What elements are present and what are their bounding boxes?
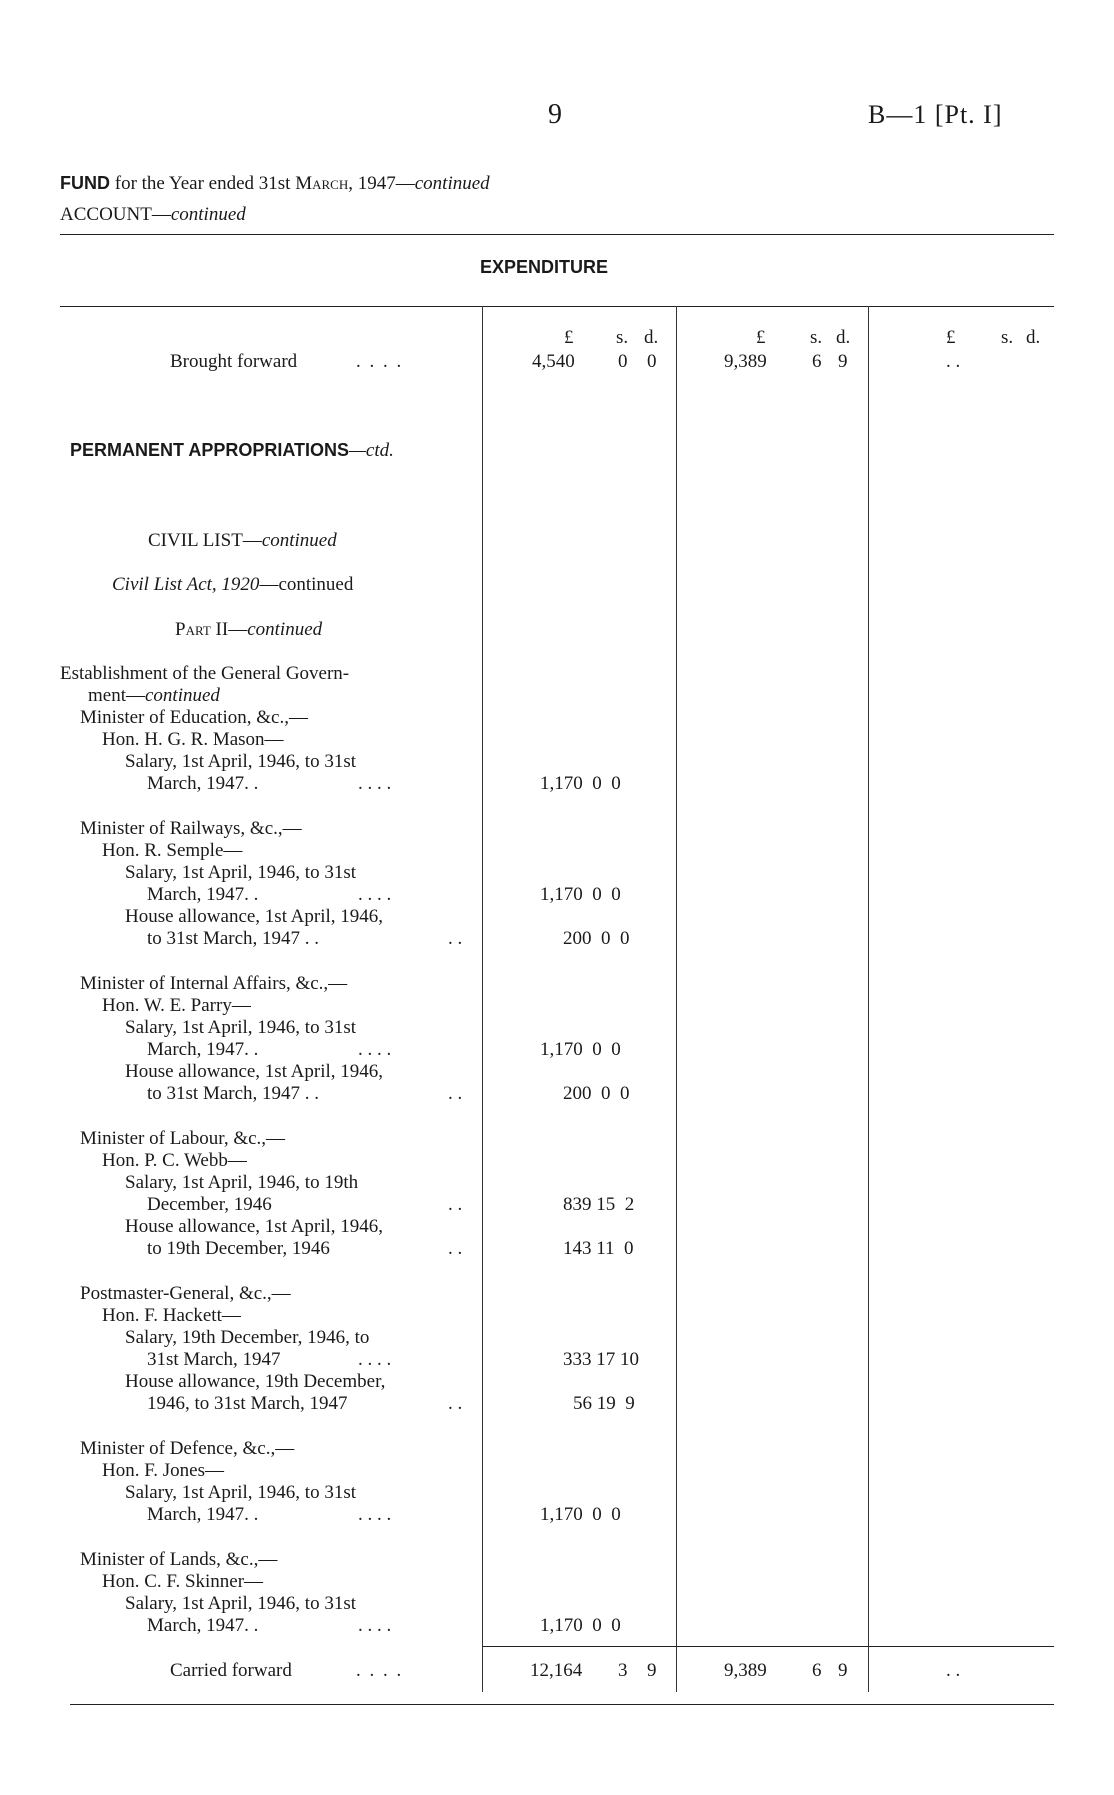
fund-month: March [295, 173, 349, 194]
internal-affairs-salary-leaders: . . . . [358, 1039, 392, 1060]
brought-forward-col1-pounds: 4,540 [532, 351, 575, 372]
brought-forward-col2-s: 6 [812, 351, 822, 372]
col1-pound-header: £ [564, 327, 574, 348]
establishment-line-1: Establishment of the General Govern- [60, 663, 350, 684]
internal-affairs-house-leaders: . . [448, 1083, 463, 1104]
internal-affairs-salary-1: Salary, 1st April, 1946, to 31st [125, 1017, 356, 1038]
railways-salary-2: March, 1947. . [147, 884, 259, 905]
account-word: ACCOUNT— [60, 204, 171, 225]
footer-rule [70, 1704, 1054, 1705]
civil-list-heading [148, 530, 337, 552]
header-rule-bottom [60, 306, 1054, 307]
permanent-heading-ctd: —ctd. [349, 440, 394, 461]
permanent-appropriations-heading [70, 440, 394, 462]
postmaster-house-1: House allowance, 19th December, [125, 1371, 386, 1392]
brought-forward-col2-pounds: 9,389 [724, 351, 767, 372]
col2-s-header: s. [810, 327, 823, 348]
col2-d-header: d. [836, 327, 851, 348]
internal-affairs-salary-2: March, 1947. . [147, 1039, 259, 1060]
carried-forward-col1-d: 9 [647, 1660, 657, 1681]
postmaster-salary-value: 333 17 10 [563, 1349, 639, 1370]
column-rule-1 [482, 306, 483, 1692]
postmaster-salary-1: Salary, 19th December, 1946, to [125, 1327, 370, 1348]
labour-house-1: House allowance, 1st April, 1946, [125, 1216, 384, 1237]
carried-forward-label: Carried forward [170, 1660, 292, 1681]
carried-forward-col2-s: 6 [812, 1660, 822, 1681]
education-salary-2: March, 1947. . [147, 773, 259, 794]
establishment-text: ment— [88, 685, 145, 706]
part-continued: continued [247, 619, 323, 640]
brought-forward-col3: . . [946, 351, 961, 372]
lands-salary-leaders: . . . . [358, 1615, 392, 1636]
part-heading [175, 619, 322, 641]
brought-forward-leaders: . . . . [356, 351, 404, 372]
defence-hon: Hon. F. Jones— [102, 1460, 224, 1481]
brought-forward-col2-d: 9 [838, 351, 848, 372]
lands-salary-value: 1,170 0 0 [540, 1615, 621, 1636]
labour-hon: Hon. P. C. Webb— [102, 1150, 247, 1171]
defence-salary-leaders: . . . . [358, 1504, 392, 1525]
education-minister: Minister of Education, &c.,— [80, 707, 308, 728]
lands-minister: Minister of Lands, &c.,— [80, 1549, 278, 1570]
fund-line-text: for the Year ended 31st [114, 173, 291, 194]
brought-forward-label: Brought forward [170, 351, 298, 372]
education-hon: Hon. H. G. R. Mason— [102, 729, 284, 750]
fund-year: , 1947— [348, 173, 415, 194]
fund-title-line [60, 172, 490, 195]
labour-house-2: to 19th December, 1946 [147, 1238, 330, 1259]
labour-salary-leaders: . . [448, 1194, 463, 1215]
section-title: EXPENDITURE [480, 257, 609, 277]
postmaster-house-value: 56 19 9 [573, 1393, 635, 1414]
document-reference: B—1 [Pt. I] [868, 100, 1003, 129]
lands-salary-1: Salary, 1st April, 1946, to 31st [125, 1593, 356, 1614]
defence-minister: Minister of Defence, &c.,— [80, 1438, 295, 1459]
brought-forward-col1-s: 0 [618, 351, 628, 372]
internal-affairs-minister: Minister of Internal Affairs, &c.,— [80, 973, 348, 994]
railways-hon: Hon. R. Semple— [102, 840, 243, 861]
establishment-continued: continued [145, 685, 220, 706]
internal-affairs-house-2: to 31st March, 1947 . . [147, 1083, 320, 1104]
labour-minister: Minister of Labour, &c.,— [80, 1128, 286, 1149]
lands-hon: Hon. C. F. Skinner— [102, 1571, 264, 1592]
col3-s-header: s. [1001, 327, 1014, 348]
education-salary-value: 1,170 0 0 [540, 773, 621, 794]
labour-house-leaders: . . [448, 1238, 463, 1259]
internal-affairs-house-value: 200 0 0 [563, 1083, 630, 1104]
defence-salary-2: March, 1947. . [147, 1504, 259, 1525]
railways-house-value: 200 0 0 [563, 928, 630, 949]
col3-d-header: d. [1026, 327, 1041, 348]
railways-minister: Minister of Railways, &c.,— [80, 818, 302, 839]
lands-salary-2: March, 1947. . [147, 1615, 259, 1636]
railways-house-leaders: . . [448, 928, 463, 949]
labour-salary-2: December, 1946 [147, 1194, 272, 1215]
postmaster-salary-leaders: . . . . [358, 1349, 392, 1370]
railways-salary-value: 1,170 0 0 [540, 884, 621, 905]
col1-d-header: d. [644, 327, 659, 348]
account-line [60, 204, 246, 226]
labour-salary-value: 839 15 2 [563, 1194, 635, 1215]
account-continued: continued [170, 204, 246, 225]
civil-list-continued: continued [261, 530, 337, 551]
permanent-heading-text: PERMANENT APPROPRIATIONS [70, 440, 350, 460]
fund-continued: continued [414, 173, 490, 194]
part-text: Part II— [175, 619, 248, 640]
internal-affairs-hon: Hon. W. E. Parry— [102, 995, 251, 1016]
education-salary-leaders: . . . . [358, 773, 392, 794]
act-text: Civil List Act, 1920 [112, 574, 260, 595]
page-number: 9 [548, 99, 562, 130]
internal-affairs-house-1: House allowance, 1st April, 1946, [125, 1061, 384, 1082]
brought-forward-col1-d: 0 [647, 351, 657, 372]
railways-salary-1: Salary, 1st April, 1946, to 31st [125, 862, 356, 883]
internal-affairs-salary-value: 1,170 0 0 [540, 1039, 621, 1060]
col3-pound-header: £ [946, 327, 956, 348]
postmaster-house-2: 1946, to 31st March, 1947 [147, 1393, 348, 1414]
establishment-line-2 [88, 685, 220, 707]
carried-forward-rule [482, 1646, 1054, 1647]
col2-pound-header: £ [756, 327, 766, 348]
column-rule-3 [868, 306, 869, 1692]
railways-house-2: to 31st March, 1947 . . [147, 928, 320, 949]
civil-list-text: CIVIL LIST— [148, 530, 262, 551]
act-continued: —continued [259, 574, 354, 595]
defence-salary-value: 1,170 0 0 [540, 1504, 621, 1525]
labour-house-value: 143 11 0 [563, 1238, 634, 1259]
carried-forward-col1-pounds: 12,164 [530, 1660, 583, 1681]
railways-house-1: House allowance, 1st April, 1946, [125, 906, 384, 927]
postmaster-minister: Postmaster-General, &c.,— [80, 1283, 291, 1304]
carried-forward-col1-s: 3 [618, 1660, 628, 1681]
postmaster-salary-2: 31st March, 1947 [147, 1349, 281, 1370]
carried-forward-col3: . . [946, 1660, 961, 1681]
carried-forward-leaders: . . . . [356, 1660, 404, 1681]
labour-salary-1: Salary, 1st April, 1946, to 19th [125, 1172, 359, 1193]
col1-s-header: s. [616, 327, 629, 348]
act-heading [112, 574, 353, 596]
header-rule-top [60, 234, 1054, 235]
defence-salary-1: Salary, 1st April, 1946, to 31st [125, 1482, 356, 1503]
carried-forward-col2-pounds: 9,389 [724, 1660, 767, 1681]
railways-salary-leaders: . . . . [358, 884, 392, 905]
carried-forward-col2-d: 9 [838, 1660, 848, 1681]
column-rule-2 [676, 306, 677, 1692]
education-salary-1: Salary, 1st April, 1946, to 31st [125, 751, 356, 772]
postmaster-house-leaders: . . [448, 1393, 463, 1414]
fund-word: FUND [60, 173, 110, 193]
postmaster-hon: Hon. F. Hackett— [102, 1305, 241, 1326]
